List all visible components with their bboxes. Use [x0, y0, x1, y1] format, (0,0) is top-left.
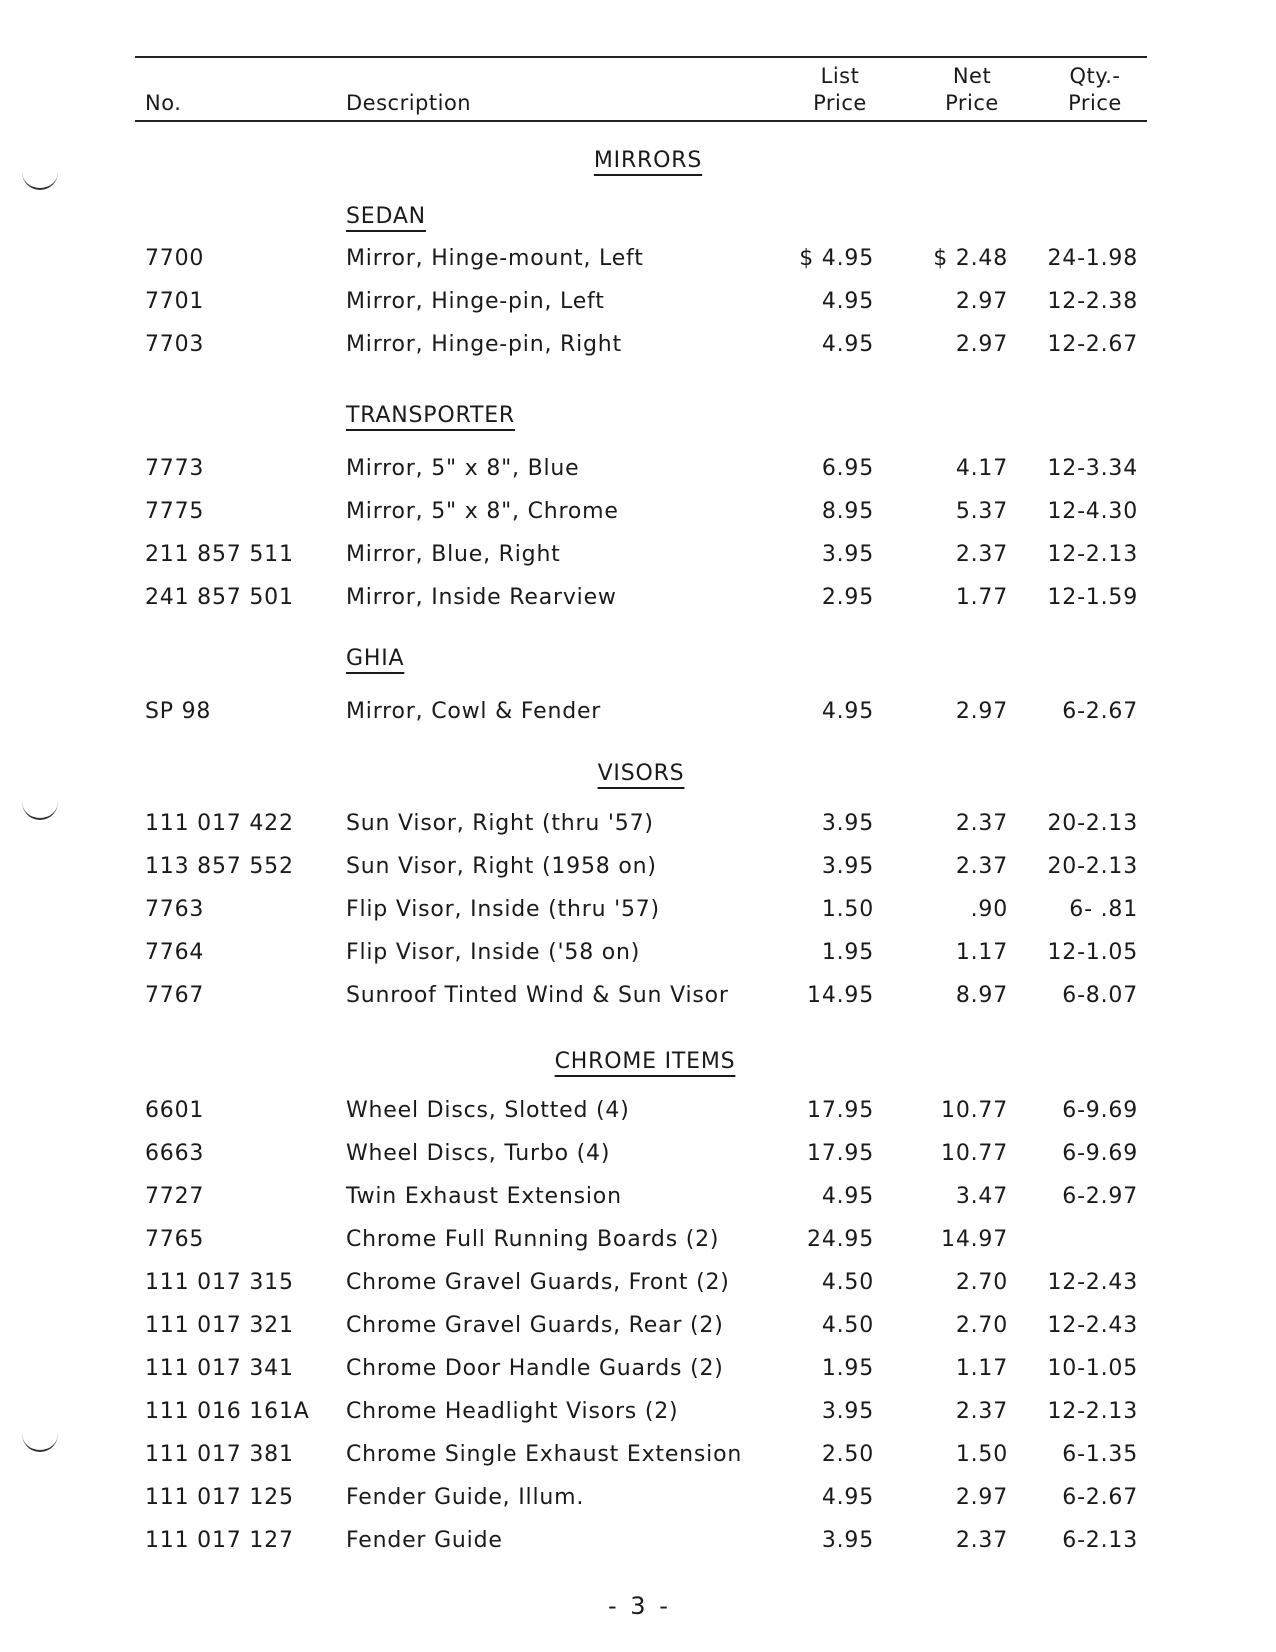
- list-price: 17.95: [807, 1141, 874, 1166]
- header-description: Description: [346, 91, 472, 115]
- net-price: 1.77: [955, 585, 1008, 610]
- description: Wheel Discs, Slotted (4): [346, 1098, 630, 1123]
- description: Wheel Discs, Turbo (4): [346, 1141, 611, 1166]
- section-heading-mirrors: MIRRORS: [593, 148, 703, 173]
- net-price: 2.97: [955, 699, 1008, 724]
- net-price: 1.17: [955, 1356, 1008, 1381]
- part-number: 7763: [145, 897, 205, 922]
- qty-price: 12-1.59: [1047, 585, 1138, 610]
- qty-price: 6-9.69: [1062, 1141, 1138, 1166]
- list-price: 4.50: [821, 1313, 874, 1338]
- part-number: 111 017 127: [145, 1528, 294, 1553]
- list-price: 2.95: [821, 585, 874, 610]
- part-number: 7773: [145, 456, 205, 481]
- table-row: [0, 332, 1276, 366]
- part-number: 7764: [145, 940, 205, 965]
- table-row: [0, 542, 1276, 576]
- part-number: 241 857 501: [145, 585, 294, 610]
- description: Sunroof Tinted Wind & Sun Visor: [346, 983, 729, 1008]
- net-price: 14.97: [941, 1227, 1008, 1252]
- list-price: 3.95: [821, 1399, 874, 1424]
- part-number: 7701: [145, 289, 205, 314]
- qty-price: 6-1.35: [1062, 1442, 1138, 1467]
- list-price: 3.95: [821, 854, 874, 879]
- description: Mirror, Cowl & Fender: [346, 699, 602, 724]
- net-price: 3.47: [955, 1184, 1008, 1209]
- list-price: 1.50: [821, 897, 874, 922]
- part-number: 211 857 511: [145, 542, 294, 567]
- table-row: [0, 1270, 1276, 1304]
- section-heading-visors: VISORS: [597, 761, 685, 786]
- qty-price: 20-2.13: [1047, 811, 1138, 836]
- description: Mirror, Blue, Right: [346, 542, 561, 567]
- table-row: [0, 1356, 1276, 1390]
- description: Flip Visor, Inside (thru '57): [346, 897, 660, 922]
- qty-price: 20-2.13: [1047, 854, 1138, 879]
- net-price: 2.97: [955, 332, 1008, 357]
- section-heading-chrome-items: CHROME ITEMS: [554, 1049, 736, 1074]
- part-number: 111 017 341: [145, 1356, 294, 1381]
- list-price: 24.95: [807, 1227, 874, 1252]
- qty-price: 6-2.67: [1062, 1485, 1138, 1510]
- qty-price: 12-2.67: [1047, 332, 1138, 357]
- description: Mirror, Hinge-pin, Right: [346, 332, 622, 357]
- net-price: 2.70: [955, 1270, 1008, 1295]
- list-price: 3.95: [821, 811, 874, 836]
- list-price: $ 4.95: [799, 246, 874, 271]
- part-number: 111 017 422: [145, 811, 294, 836]
- list-price: 3.95: [821, 542, 874, 567]
- qty-price: 12-2.13: [1047, 542, 1138, 567]
- list-price: 17.95: [807, 1098, 874, 1123]
- description: Mirror, Inside Rearview: [346, 585, 617, 610]
- part-number: SP 98: [145, 699, 212, 724]
- qty-price: 6-2.13: [1062, 1528, 1138, 1553]
- table-row: [0, 983, 1276, 1017]
- net-price: 10.77: [941, 1141, 1008, 1166]
- qty-price: 6-2.97: [1062, 1184, 1138, 1209]
- qty-price: 6- .81: [1069, 897, 1138, 922]
- net-price: 2.37: [955, 854, 1008, 879]
- table-row: [0, 1528, 1276, 1562]
- table-row: [0, 246, 1276, 280]
- table-row: [0, 1227, 1276, 1261]
- table-row: [0, 1098, 1276, 1132]
- header-qty-price: [1045, 63, 1145, 117]
- table-row: [0, 499, 1276, 533]
- description: Fender Guide, Illum.: [346, 1485, 585, 1510]
- table-row: [0, 456, 1276, 490]
- header-qty-line2: Price: [1068, 91, 1122, 115]
- list-price: 4.95: [821, 289, 874, 314]
- header-net-line2: Price: [945, 91, 999, 115]
- qty-price: 24-1.98: [1047, 246, 1138, 271]
- section-heading-transporter: TRANSPORTER: [346, 403, 515, 428]
- part-number: 111 017 125: [145, 1485, 294, 1510]
- description: Mirror, Hinge-pin, Left: [346, 289, 605, 314]
- section-heading-ghia: GHIA: [346, 646, 405, 671]
- net-price: 1.50: [955, 1442, 1008, 1467]
- part-number: 7700: [145, 246, 205, 271]
- part-number: 6601: [145, 1098, 205, 1123]
- table-row: [0, 1313, 1276, 1347]
- qty-price: 10-1.05: [1047, 1356, 1138, 1381]
- description: Sun Visor, Right (1958 on): [346, 854, 657, 879]
- table-row: [0, 699, 1276, 733]
- header-no: No.: [145, 91, 182, 115]
- qty-price: 12-2.43: [1047, 1313, 1138, 1338]
- net-price: $ 2.48: [933, 246, 1008, 271]
- header-rule: [135, 120, 1147, 122]
- part-number: 111 017 321: [145, 1313, 294, 1338]
- header-list-line1: List: [820, 64, 860, 88]
- qty-price: 6-2.67: [1062, 699, 1138, 724]
- list-price: 4.95: [821, 1184, 874, 1209]
- punch-hole-mark: [22, 166, 58, 190]
- description: Chrome Full Running Boards (2): [346, 1227, 720, 1252]
- net-price: 2.37: [955, 542, 1008, 567]
- table-row: [0, 897, 1276, 931]
- part-number: 111 017 315: [145, 1270, 294, 1295]
- part-number: 7703: [145, 332, 205, 357]
- header-net-price: [922, 63, 1022, 117]
- top-rule: [135, 56, 1147, 58]
- list-price: 3.95: [821, 1528, 874, 1553]
- part-number: 7727: [145, 1184, 205, 1209]
- table-row: [0, 1141, 1276, 1175]
- net-price: 2.37: [955, 1528, 1008, 1553]
- qty-price: 12-2.13: [1047, 1399, 1138, 1424]
- part-number: 113 857 552: [145, 854, 294, 879]
- description: Chrome Headlight Visors (2): [346, 1399, 679, 1424]
- table-row: [0, 811, 1276, 845]
- qty-price: 12-4.30: [1047, 499, 1138, 524]
- part-number: 7775: [145, 499, 205, 524]
- list-price: 4.95: [821, 1485, 874, 1510]
- part-number: 111 016 161A: [145, 1399, 310, 1424]
- net-price: 2.97: [955, 289, 1008, 314]
- description: Mirror, 5" x 8", Blue: [346, 456, 580, 481]
- list-price: 4.50: [821, 1270, 874, 1295]
- net-price: 8.97: [955, 983, 1008, 1008]
- qty-price: 12-2.38: [1047, 289, 1138, 314]
- description: Chrome Door Handle Guards (2): [346, 1356, 724, 1381]
- net-price: 1.17: [955, 940, 1008, 965]
- description: Mirror, 5" x 8", Chrome: [346, 499, 619, 524]
- list-price: 6.95: [821, 456, 874, 481]
- table-row: [0, 1485, 1276, 1519]
- section-heading-sedan: SEDAN: [346, 204, 426, 229]
- net-price: 2.37: [955, 811, 1008, 836]
- part-number: 6663: [145, 1141, 205, 1166]
- description: Twin Exhaust Extension: [346, 1184, 622, 1209]
- table-row: [0, 1442, 1276, 1476]
- header-list-price: [790, 63, 890, 117]
- qty-price: 12-2.43: [1047, 1270, 1138, 1295]
- description: Chrome Single Exhaust Extension: [346, 1442, 743, 1467]
- page-number: - 3 -: [608, 1592, 671, 1620]
- part-number: 111 017 381: [145, 1442, 294, 1467]
- header-list-line2: Price: [813, 91, 867, 115]
- table-row: [0, 585, 1276, 619]
- description: Chrome Gravel Guards, Front (2): [346, 1270, 730, 1295]
- list-price: 1.95: [821, 1356, 874, 1381]
- net-price: 2.37: [955, 1399, 1008, 1424]
- table-row: [0, 940, 1276, 974]
- description: Mirror, Hinge-mount, Left: [346, 246, 644, 271]
- header-qty-line1: Qty.-: [1069, 64, 1121, 88]
- net-price: 2.70: [955, 1313, 1008, 1338]
- list-price: 4.95: [821, 332, 874, 357]
- description: Fender Guide: [346, 1528, 503, 1553]
- net-price: 2.97: [955, 1485, 1008, 1510]
- list-price: 14.95: [807, 983, 874, 1008]
- net-price: 5.37: [955, 499, 1008, 524]
- part-number: 7767: [145, 983, 205, 1008]
- qty-price: 6-9.69: [1062, 1098, 1138, 1123]
- table-row: [0, 1184, 1276, 1218]
- table-row: [0, 289, 1276, 323]
- list-price: 1.95: [821, 940, 874, 965]
- description: Flip Visor, Inside ('58 on): [346, 940, 641, 965]
- qty-price: 6-8.07: [1062, 983, 1138, 1008]
- net-price: .90: [970, 897, 1008, 922]
- list-price: 8.95: [821, 499, 874, 524]
- list-price: 2.50: [821, 1442, 874, 1467]
- qty-price: 12-1.05: [1047, 940, 1138, 965]
- qty-price: 12-3.34: [1047, 456, 1138, 481]
- net-price: 10.77: [941, 1098, 1008, 1123]
- description: Chrome Gravel Guards, Rear (2): [346, 1313, 724, 1338]
- table-row: [0, 1399, 1276, 1433]
- header-net-line1: Net: [952, 64, 992, 88]
- table-row: [0, 854, 1276, 888]
- net-price: 4.17: [955, 456, 1008, 481]
- description: Sun Visor, Right (thru '57): [346, 811, 654, 836]
- list-price: 4.95: [821, 699, 874, 724]
- part-number: 7765: [145, 1227, 205, 1252]
